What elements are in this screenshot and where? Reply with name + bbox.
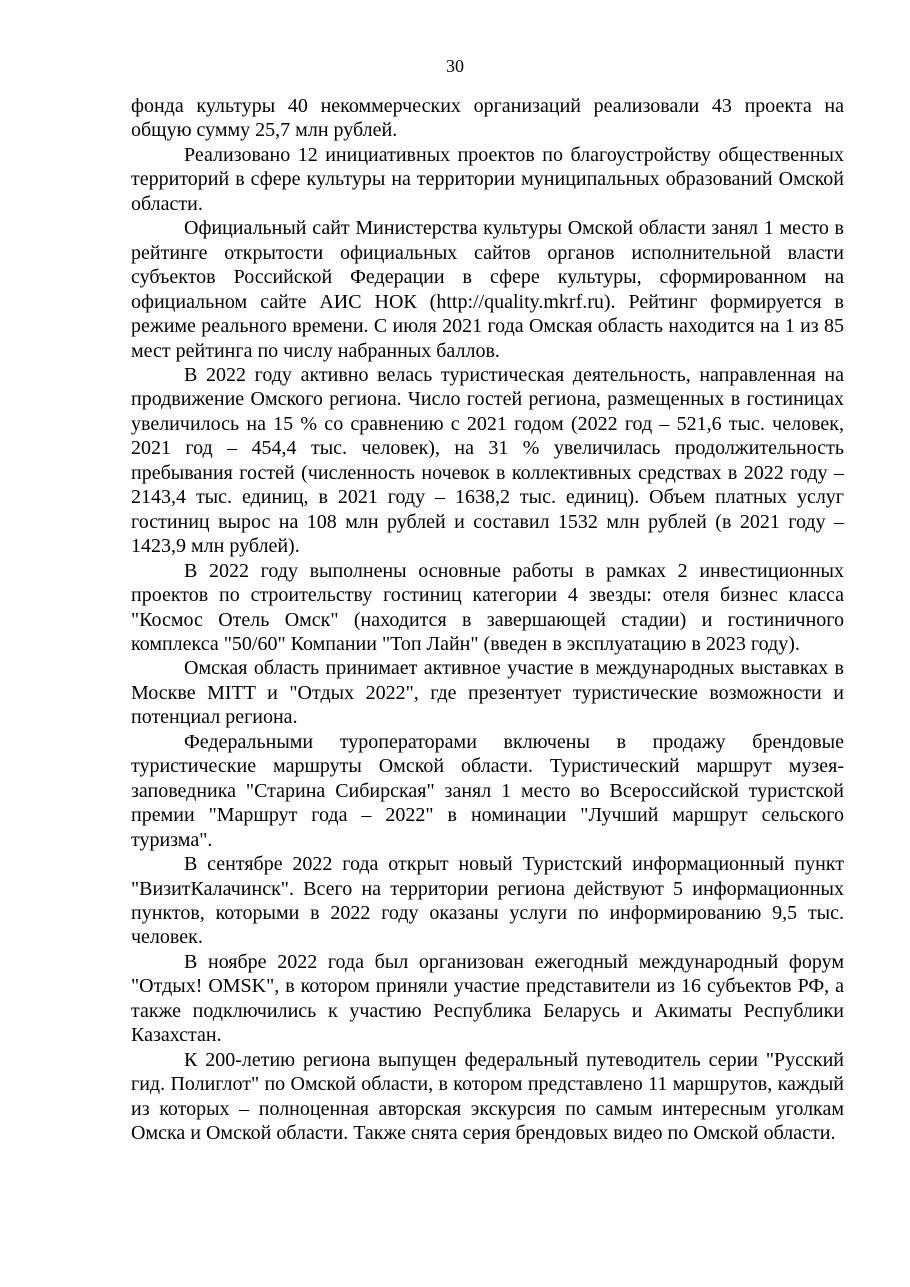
page-number: 30: [446, 56, 464, 76]
paragraph-exhibitions: Омская область принимает активное участие в международных выставках в Москве MITT и "Отдых 2022", где презентует туристические возможности и потенциал региона.: [131, 657, 844, 729]
paragraph-forum: В ноябре 2022 года был организован ежегодный международный форум "Отдых! OMSK", в котором приняли участие представители из 16 субъектов РФ, а также подключились к участию Республика Беларусь и Акиматы Республики Казахстан.: [131, 950, 844, 1047]
paragraph-tour-routes: Федеральными туроператорами включены в продажу брендовые туристические маршруты Омской области. Туристический маршрут музея-заповедника "Старина Сибирская" занял 1 место во Всероссийской туристской премии "Маршрут года – 2022" в номинации "Лучший маршрут сельского туризма".: [131, 730, 844, 851]
paragraph-hotel-projects: В 2022 году выполнены основные работы в рамках 2 инвестиционных проектов по строительству гостиниц категории 4 звезды: отеля бизнес класса "Космос Отель Омск" (находится в завершающей стадии) и гостиничного комплекса "50/60" Компании "Топ Лайн" (введен в эксплуатацию в 2023 году).: [131, 559, 844, 655]
body-text: [131, 94, 844, 1145]
paragraph-initiative-projects: Реализовано 12 инициативных проектов по благоустройству общественных территорий в сфере культуры на территории муниципальных образований Омской области.: [131, 143, 844, 215]
paragraph-info-point: В сентябре 2022 года открыт новый Туристский информационный пункт "ВизитКалачинск". Всего на территории региона действуют 5 информационных пунктов, которыми в 2022 году оказаны услуги по информированию 9,5 тыс. человек.: [131, 853, 844, 949]
paragraph-continuation: фонда культуры 40 некоммерческих организаций реализовали 43 проекта на общую сумму 25,7 млн рублей.: [131, 95, 844, 142]
paragraph-guidebook: К 200-летию региона выпущен федеральный путеводитель серии "Русский гид. Полиглот" по Омской области, в котором представлено 11 маршрутов, каждый из которых – полноценная авторская экскурсия по самым интересным уголкам Омска и Омской области. Также снята серия брендовых видео по Омской области.: [131, 1048, 844, 1145]
paragraph-tourism-activity: В 2022 году активно велась туристическая деятельность, направленная на продвижение Омского региона. Число гостей региона, размещенных в гостиницах увеличилось на 15 % со сравнению с 2021 годом (2022 год – 521,6 тыс. человек, 2021 год – 454,4 тыс. человек), на 31 % увеличилась продолжительность пребывания гостей (численность ночевок в коллективных средствах в 2022 году – 2143,4 тыс. единиц, в 2021 году – 1638,2 тыс. единиц). Объем платных услуг гостиниц вырос на 108 млн рублей и составил 1532 млн рублей (в 2021 году – 1423,9 млн рублей).: [131, 363, 844, 558]
paragraph-website-rating: Официальный сайт Министерства культуры Омской области занял 1 место в рейтинге открытости официальных сайтов органов исполнительной власти субъектов Российской Федерации в сфере культуры, сформированном на официальном сайте АИС НОК (http://quality.mkrf.ru). Рейтинг формируется в режиме реального времени. С июля 2021 года Омская область находится на 1 из 85 мест рейтинга по числу набранных баллов.: [131, 217, 844, 362]
